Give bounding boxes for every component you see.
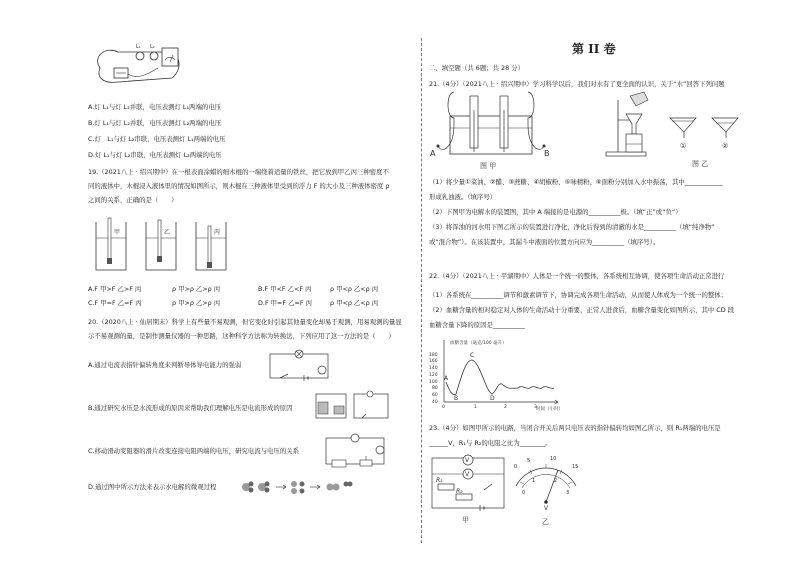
label-r1: R₁ [436,477,443,484]
q19-option-d-f: D.F 甲=F 乙=F 丙 [258,299,312,307]
q20d-electrolysis-molecules-figure [238,476,356,498]
graph-point-a: A [444,375,449,382]
q21-stem: 21.（4分）（2021八上 · 绍兴期中）学习科学以后，我们对水有了更全面的认识，关于“水”回答下列问题 [429,80,725,88]
dial-outer-0: 0 [514,464,518,470]
svg-text:V: V [465,457,470,464]
ytick-140: 140 [429,366,438,371]
graph-point-c: C [470,352,475,359]
q21-electrolysis-figure [430,88,552,170]
electrode-a-label: A [430,149,436,158]
page-title: 第 II 卷 [572,42,616,56]
q21-item1-line1: （1）将少量①菜油、②醋、③蔗糖、④胡椒粉、⑤味精粉、⑥面粉分别加入水中振荡，其中____________ [429,178,724,186]
dial-inner-1: 1 [532,478,536,484]
q20-stem-line1: 20.（2020八上 · 仙居期末）科学上有些量不易观测，但它变化时引起其他量变化却易于观测，用易观测的量显 [88,318,402,326]
q19-option-c-f: C.F 甲=F 乙=F 丙 [88,299,142,307]
graph-point-d: D [490,395,495,402]
q20-stem-line2: 示不易观测的量，是制作测量仪器的一种思路，这种科学方法称为转换法，下列应用了这一方法的是（ ） [88,332,395,340]
svg-text:L₂: L₂ [150,44,155,50]
graph-xlabel: 时间（小时） [536,407,563,412]
svg-text:V: V [544,505,549,512]
q21-item1-line2: 形成乳浊液。（填序号） [429,193,497,201]
q21-item3-line2: 或“混合物”）。在该装置中，其漏斗中液面的位置方向应为__________（填序号）。 [429,238,660,246]
beaker-label-yi: 乙 [164,229,171,236]
q22-item2-line2: 血糖含量下降的原因是__________ [429,321,525,329]
q22-item1: （1）各系统在__________调节和激素调节下，协调完成各项生命活动，从而使人体成为一个统一的整体； [429,291,728,299]
q18-option-a: A.灯 L₁与灯 L₂并联，电压表测灯 L₁两端的电压 [88,103,222,111]
q18-option-c: C.灯 L₁与灯 L₂串联，电压表测灯 L₁两端的电压 [88,135,226,143]
q18-circuit-figure [88,38,188,96]
xtick-1: 1 [474,405,477,410]
q21-filtration-figure [600,90,760,170]
q19-option-a-f: A.F 甲>F 乙>F 丙 [88,285,142,293]
graph-point-b: B [454,395,459,402]
graph-ylabel: 血糖含量（毫克/100 毫升） [450,341,507,346]
label-r2: R₂ [456,488,463,495]
xtick-3: 3 [534,405,537,410]
electrode-b-label: B [544,149,550,158]
q19-option-a-rho: ρ 甲>ρ 乙>ρ 丙 [172,285,221,293]
q23-fig2-caption: 乙 [542,518,549,526]
dial-inner-0: 0 [522,490,526,496]
beaker-yi [146,220,176,270]
dial-inner-2: 2 [554,478,558,484]
q19-stem-line3: 之间的关系，正确的是（ ） [88,196,178,204]
ytick-160: 160 [429,359,438,364]
q20-option-d: D.通过图中所示方法来表示水电解的微观过程 [88,483,217,491]
q19-stem-line2: 同的液体中，木棍浸入液体里的情况如图所示，则木棍在三种液体里受到的浮力 F 的大小及三种液体密度 ρ [88,182,390,190]
funnel-1-label: ① [680,142,687,150]
q18-option-d: D.灯 L₁与灯 L₂串联，电压表测灯 L₂两端的电压 [88,151,222,159]
ytick-120: 120 [429,373,438,378]
ytick-60: 60 [432,393,438,398]
q21-item3-line1: （3）将浑浊的河水用下图乙所示的装置进行净化，净化后得到的清澈的水是__________（填“纯净物” [429,223,715,231]
q19-beakers-figure [92,214,242,276]
beaker-label-bing: 丙 [214,229,221,236]
q20a-circuit-figure [264,348,334,382]
q20-option-b: B.通过研究水压是水流形成的原因来帮助我们理解电压是电流形成的原因 [88,404,293,412]
dial-outer-10: 10 [550,456,557,462]
q21-item2: （2）下图甲为电解水的装置图，其中 A 端接的是电源的__________极。（填“正”或“负”） [429,208,682,216]
q19-option-b-f: B.F 甲<F 乙<F 丙 [258,285,312,293]
q23-stem-line2: ______V，R₁与 R₂的电阻之比为________。 [429,439,552,447]
xtick-2: 2 [504,405,507,410]
beaker-bing [196,222,226,270]
q23-stem-line1: 23.（4分）如图甲所示的电路，当闭合开关后两只电压表的指针偏转均如图乙所示，则 R₁两端的电压是 [429,424,721,432]
q23-voltmeter-dial [508,452,584,526]
q20c-circuit-figure [320,430,390,470]
xtick-0: 0 [442,405,445,410]
beaker-jia [96,218,126,270]
ytick-80: 80 [432,386,438,391]
dial-outer-15: 15 [572,464,579,470]
q22-item2-line1: （2）血糖含量的相对稳定对人体的生命活动十分重要，正常人进食后，血糖含量变化如图所示，其中 CD 段 [429,306,735,314]
q19-option-b-rho: ρ 甲<ρ 乙<ρ 丙 [330,285,379,293]
column-divider [421,38,422,543]
dial-inner-3: 3 [566,490,570,496]
q19-option-d-rho: ρ 甲<ρ 乙<ρ 丙 [330,299,379,307]
q22-stem: 22.（4分）（2021八上 · 平湖期中）人体是一个统一的整体，各系统相互协调，使各项生命活动正常进行 [429,272,725,280]
q22-blood-sugar-graph [428,334,578,412]
q21-fig2-caption: 图 乙 [692,160,709,168]
dial-outer-5: 5 [527,458,531,464]
section-heading: 二、填空题（共 6题；共 28 分） [429,64,524,72]
funnel-2-label: ② [722,142,729,150]
q20-option-a: A.通过电流表指针偏转角度来判断导体导电能力的强弱 [88,361,242,369]
ytick-100: 100 [429,380,438,385]
q21-fig1-caption: 图 甲 [480,162,497,170]
q19-option-c-rho: ρ 甲>ρ 乙>ρ 丙 [172,299,221,307]
ytick-180: 180 [429,353,438,358]
svg-text:L₁: L₁ [136,44,141,50]
q20b-water-figure [312,390,392,426]
svg-text:V: V [465,471,470,478]
ytick-40: 40 [432,400,438,405]
q20-option-c: C.移动滑动变阻器的滑片改变连接电阻两端的电压，研究电流与电压的关系 [88,447,299,455]
q23-circuit-figure [426,450,510,526]
beaker-label-jia: 甲 [114,229,121,236]
q19-stem-line1: 19.（2021八上 · 绍兴期中）在一根表面涂蜡的细木棍的一端绕着适量的铁丝，把它放到甲乙丙三种密度不 [88,168,389,176]
q23-fig1-caption: 甲 [462,516,469,524]
q18-option-b: B.灯 L₁与灯 L₂并联，电压表测灯 L₂两端的电压 [88,119,222,127]
